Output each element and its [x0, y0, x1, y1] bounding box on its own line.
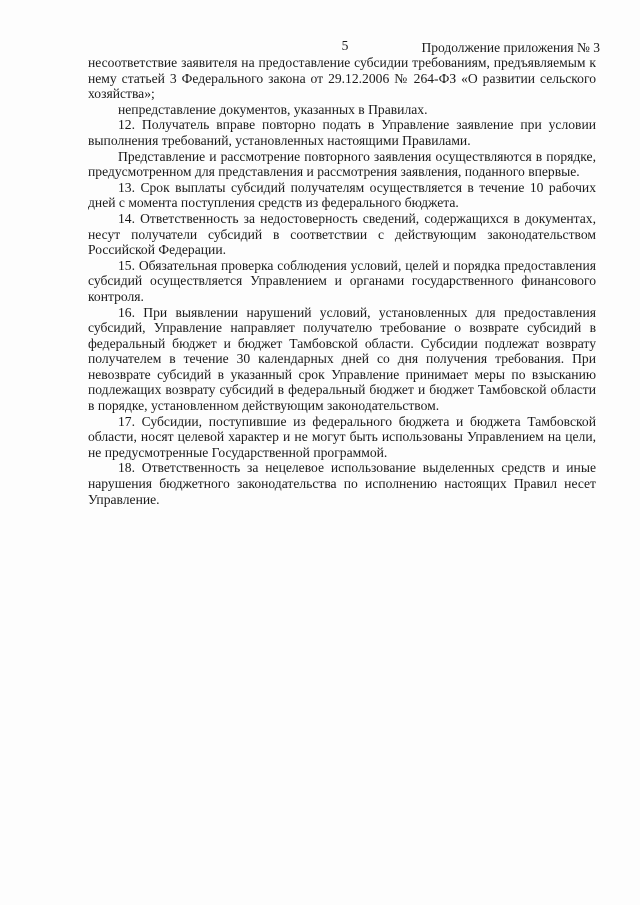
document-body — [88, 55, 596, 507]
page-number: 5 — [341, 38, 349, 53]
paragraph-continuation: несоответствие заявителя на предоставление субсидии требованиям, предъявляемым к нему статьей 3 Федерального закона от 29.12.2006 № 264-ФЗ «О развитии сельского хозяйства»; — [88, 55, 596, 102]
paragraph-12-note: Представление и рассмотрение повторного заявления осуществляются в порядке, предусмотренном для представления и рассмотрения заявления, поданного впервые. — [88, 148, 596, 180]
paragraph-subitem: непредставление документов, указанных в Правилах. — [118, 101, 428, 117]
paragraph-17: 17. Субсидии, поступившие из федерального бюджета и бюджета Тамбовской области, носят целевой характер и не могут быть использованы Управлением на цели, не предусмотренные Государственной программой. — [88, 413, 596, 460]
paragraph-18: 18. Ответственность за нецелевое использование выделенных средств и иные нарушения бюджетного законодательства по исполнению настоящих Правил несет Управление. — [88, 460, 596, 507]
paragraph-16: 16. При выявлении нарушений условий, установленных для предоставления субсидий, Управление направляет получателю требование о возврате субсидий в федеральный бюджет и бюджет Тамбовской области. Субсидии подлежат возврату получателем в течение 30 календарных дней со дня получения требования. При невозврате субсидий в указанный срок Управление принимает меры по взысканию подлежащих возврату субсидий в федеральный бюджет и бюджет Тамбовской области в порядке, установленном действующим законодательством. — [88, 304, 596, 414]
paragraph-15: 15. Обязательная проверка соблюдения условий, целей и порядка предоставления субсидий осуществляется Управлением и органами государственного финансового контроля. — [88, 257, 596, 304]
paragraph-13: 13. Срок выплаты субсидий получателям осуществляется в течение 10 рабочих дней с момента поступления средств из федерального бюджета. — [88, 179, 596, 211]
running-header: Продолжение приложения № 3 — [421, 40, 600, 55]
paragraph-12: 12. Получатель вправе повторно подать в Управление заявление при условии выполнения требований, установленных настоящими Правилами. — [88, 117, 596, 148]
paragraph-14: 14. Ответственность за недостоверность сведений, содержащихся в документах, несут получатели субсидий в соответствии с действующим законодательством Российской Федерации. — [88, 210, 596, 258]
